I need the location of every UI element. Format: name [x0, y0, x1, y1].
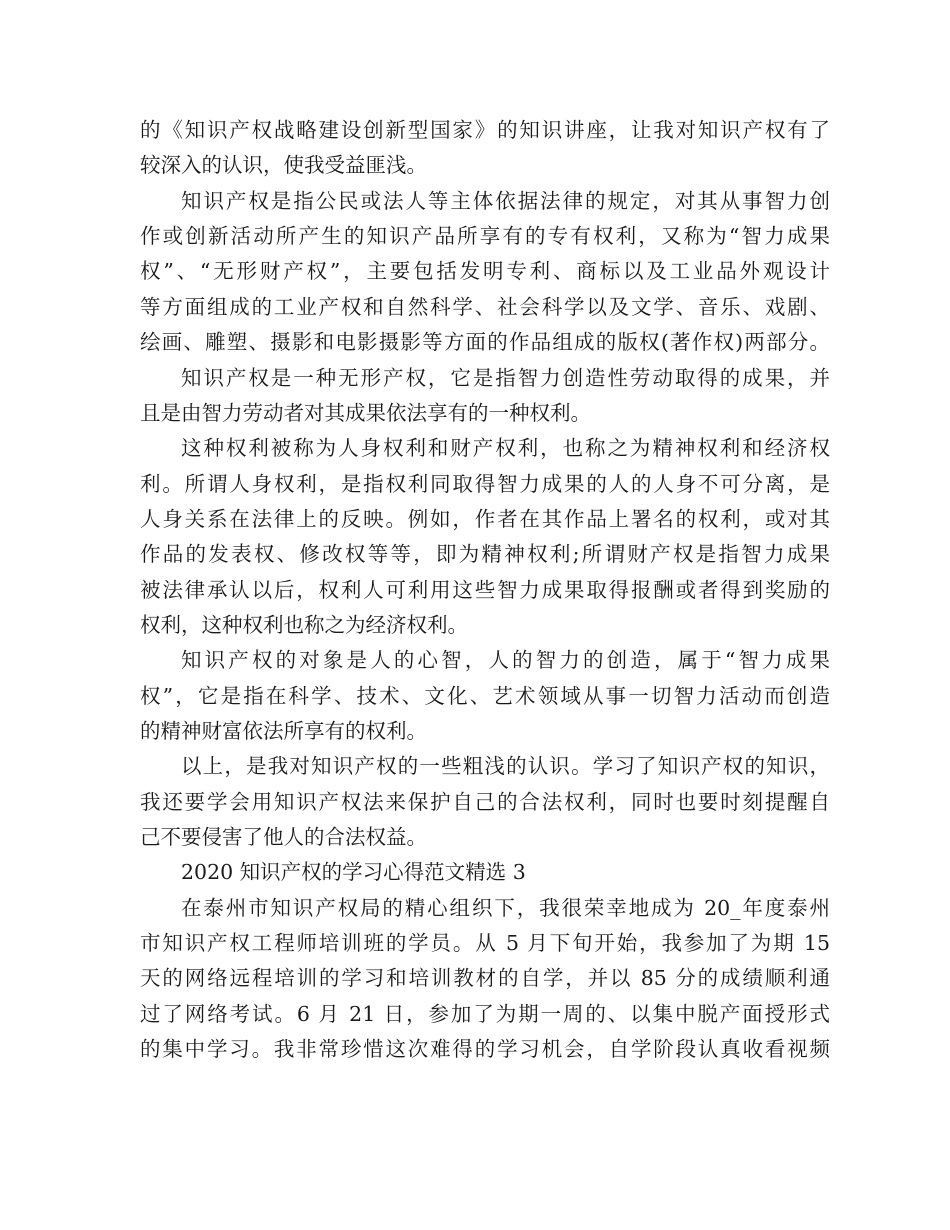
text-line: 作或创新活动所产生的知识产品所享有的专有权利，又称为“智力成果 [140, 224, 830, 249]
text-line: 知识产权是指公民或法人等主体依据法律的规定，对其从事智力创 [181, 188, 830, 213]
text-line: 以上，是我对知识产权的一些粗浅的认识。学习了知识产权的知识， [181, 754, 830, 779]
text-line: 市知识产权工程师培训班的学员。从 5 月下旬开始，我参加了为期 15 [140, 931, 830, 956]
text-line: 等方面组成的工业产权和自然科学、社会科学以及文学、音乐、戏剧、 [140, 294, 830, 319]
text-line: 绘画、雕塑、摄影和电影摄影等方面的作品组成的版权(著作权)两部分。 [140, 330, 830, 355]
text-line: 我还要学会用知识产权法来保护自己的合法权利，同时也要时刻提醒自 [140, 789, 830, 814]
text-line: 权”、“无形财产权”，主要包括发明专利、商标以及工业品外观设计 [140, 259, 830, 284]
text-line: 且是由智力劳动者对其成果依法享有的一种权利。 [140, 400, 591, 425]
text-line: 被法律承认以后，权利人可利用这些智力成果取得报酬或者得到奖励的 [140, 577, 830, 602]
text-line: 权”，它是指在科学、技术、文化、艺术领域从事一切智力活动而创造 [140, 683, 830, 708]
text-line: 过了网络考试。6 月 21 日，参加了为期一周的、以集中脱产面授形式 [140, 1001, 830, 1026]
text-line: 权利，这种权利也称之为经济权利。 [140, 612, 468, 637]
text-line: 这种权利被称为人身权利和财产权利，也称之为精神权利和经济权 [181, 436, 830, 461]
text-line: 在泰州市知识产权局的精心组织下，我很荣幸地成为 20_年度泰州 [181, 895, 830, 920]
text-line: 知识产权是一种无形产权，它是指智力创造性劳动取得的成果，并 [181, 365, 830, 390]
text-line: 较深入的认识，使我受益匪浅。 [140, 153, 427, 178]
text-line: 的精神财富依法所享有的权利。 [140, 719, 427, 743]
text-line: 天的网络远程培训的学习和培训教材的自学，并以 85 分的成绩顺利通 [140, 966, 830, 991]
text-line: 知识产权的对象是人的心智，人的智力的创造，属于“智力成果 [181, 648, 830, 673]
text-line: 人身关系在法律上的反映。例如，作者在其作品上署名的权利，或对其 [140, 506, 830, 531]
text-line: 2020 知识产权的学习心得范文精选 3 [181, 860, 526, 885]
text-line: 的集中学习。我非常珍惜这次难得的学习机会，自学阶段认真收看视频 [140, 1037, 830, 1062]
text-line: 利。所谓人身权利，是指权利同取得智力成果的人的人身不可分离，是 [140, 471, 830, 496]
text-line: 己不要侵害了他人的合法权益。 [140, 825, 427, 849]
text-line: 的《知识产权战略建设创新型国家》的知识讲座，让我对知识产权有了 [140, 118, 830, 142]
text-line: 作品的发表权、修改权等等，即为精神权利;所谓财产权是指智力成果 [140, 542, 830, 567]
